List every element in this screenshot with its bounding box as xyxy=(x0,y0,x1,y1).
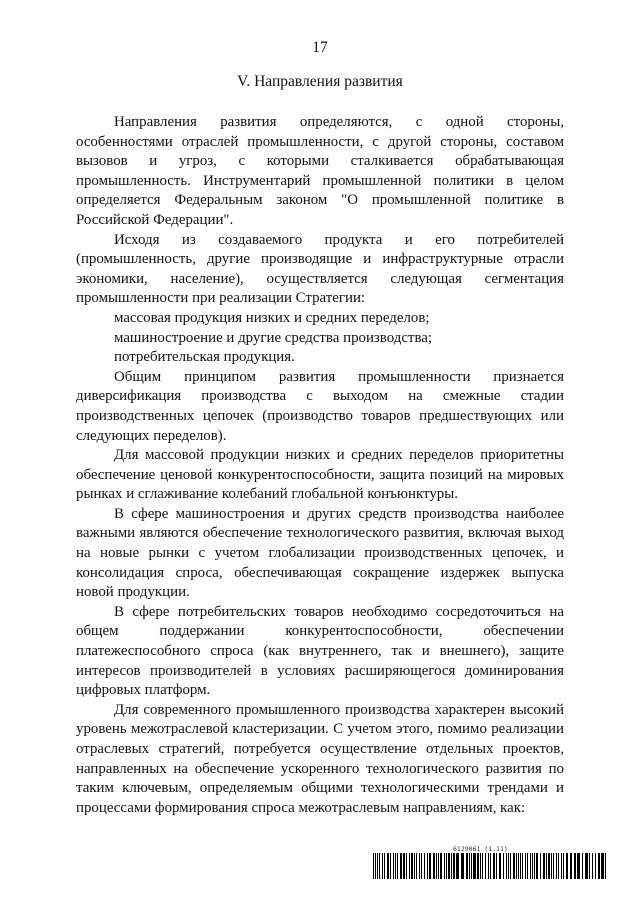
barcode-image xyxy=(373,853,609,879)
document-body xyxy=(76,113,564,818)
page-number: 17 xyxy=(312,39,328,56)
paragraph: Для современного промышленного производства характерен высокий уровень межотраслевой кластеризации. С учетом этого, помимо реализации отраслевых стратегий, потребуется осуществление отдельных проектов, направленных на обеспечение ускоренного технологического развития по таким ключевым, определяемым общими технологическими трендами и процессами формирования спроса межотраслевым направлениям, как: xyxy=(76,701,564,816)
list-item: массовая продукция низких и средних переделов; xyxy=(114,309,430,326)
list-item: машиностроение и другие средства производства; xyxy=(114,329,433,346)
paragraph: В сфере потребительских товаров необходимо сосредоточиться на общем поддержании конкурентоспособности, обеспечении платежеспособного спроса (как внутреннего, так и внешнего), защите интересов производителей в условиях расширяющегося доминирования цифровых платформ. xyxy=(76,603,564,699)
paragraph: Общим принципом развития промышленности признается диверсификация производства с выходом на смежные стадии производственных цепочек (производство товаров предшествующих или следующих переделов). xyxy=(76,368,564,444)
section-title: V. Направления развития xyxy=(237,73,403,90)
list-item: потребительская продукция. xyxy=(114,349,295,366)
barcode-number: 6129061 (1.11) xyxy=(453,845,508,853)
paragraph: Направления развития определяются, с одной стороны, особенностями отраслей промышленности, с другой стороны, составом вызовов и угроз, с которыми сталкивается обрабатывающая промышленность. Инструментарий промышленной политики в целом определяется Федеральным законом "О промышленной политике в Российской Федерации". xyxy=(76,114,564,228)
paragraph: Для массовой продукции низких и средних переделов приоритетны обеспечение ценовой конкурентоспособности, защита позиций на мировых рынках и сглаживание колебаний глобальной конъюнктуры. xyxy=(76,447,564,503)
paragraph: В сфере машиностроения и других средств производства наиболее важными являются обеспечение технологического развития, включая выход на новые рынки с учетом глобализации производственных цепочек, и консолидация спроса, обеспечивающая сокращение издержек выпуска новой продукции. xyxy=(76,505,564,601)
paragraph: Исходя из создаваемого продукта и его потребителей (промышленность, другие производящие и инфраструктурные отрасли экономики, население), осуществляется следующая сегментация промышленности при реализации Стратегии: xyxy=(76,231,564,307)
